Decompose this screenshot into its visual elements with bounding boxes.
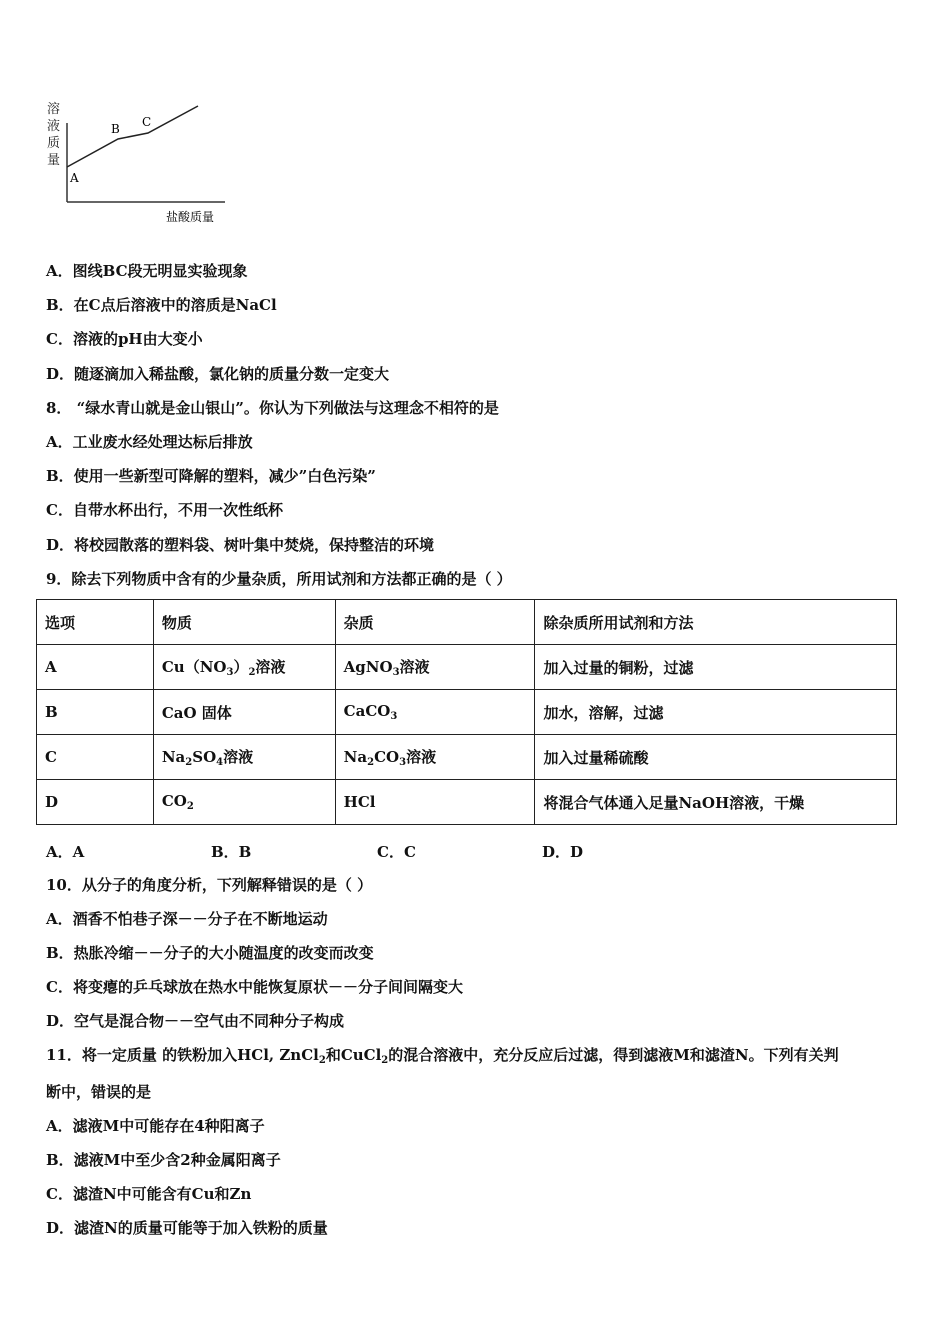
row-impurity: HCl (335, 780, 535, 825)
q7-option-c: C．溶液的pH由大变小 (46, 330, 203, 348)
q9-answer-c: C．C (377, 843, 416, 861)
q9-answer-b: B．B (211, 843, 252, 861)
row-substance: CaO 固体 (153, 690, 335, 735)
svg-text:溶: 溶 (47, 102, 61, 117)
solution-mass-graph (40, 95, 240, 230)
row-method: 加水，溶解，过滤 (535, 690, 897, 735)
q8-option-b: B．使用一些新型可降解的塑料，减少”白色污染” (46, 467, 376, 485)
row-impurity: CaCO$_3$ (335, 690, 535, 735)
q7-option-d: D．随逐滴加入稀盐酸，氯化钠的质量分数一定变大 (46, 365, 390, 383)
table-header-row (37, 600, 897, 645)
q11-option-b: B．滤液M中至少含2种金属阳离子 (46, 1151, 281, 1169)
curve (67, 106, 198, 167)
q8-stem: 8． “绿水青山就是金山银山”。你认为下列做法与这理念不相符的是 (46, 399, 499, 417)
q9-answer-d: D．D (542, 843, 584, 861)
table-row (37, 780, 897, 825)
row-substance: $CO_2$ (153, 780, 335, 825)
row-option: C (37, 735, 154, 780)
row-method: 加入过量稀硫酸 (535, 735, 897, 780)
row-impurity: AgNO$_3$溶液 (335, 645, 535, 690)
row-option: A (37, 645, 154, 690)
q11-option-d: D．滤渣N的质量可能等于加入铁粉的质量 (46, 1219, 328, 1237)
q10-option-a: A．酒香不怕巷子深－－分子在不断地运动 (46, 910, 328, 928)
point-c-label: C (142, 115, 152, 129)
point-a-label: A (70, 171, 79, 185)
q9-stem: 9．除去下列物质中含有的少量杂质，所用试剂和方法都正确的是（ ） (46, 570, 512, 588)
q7-option-a: A．图线BC段无明显实验现象 (46, 262, 248, 280)
q11-option-a: A．滤液M中可能存在4种阳离子 (46, 1117, 265, 1135)
x-axis-label: 盐酸质量 (166, 210, 215, 224)
point-b-label: B (111, 122, 120, 136)
q10-stem: 10．从分子的角度分析，下列解释错误的是（ ） (46, 876, 373, 894)
row-impurity: $Na_2CO_3$溶液 (335, 735, 535, 780)
y-axis-label (47, 101, 60, 168)
table-row (37, 735, 897, 780)
q7-option-b: B．在C点后溶液中的溶质是NaCl (46, 296, 277, 314)
q11-stem-continued: 断中，错误的是 (46, 1083, 152, 1101)
svg-text:液: 液 (47, 119, 61, 134)
q9-table (36, 599, 897, 825)
q8-option-a: A．工业废水经处理达标后排放 (46, 433, 253, 451)
header-method: 除杂质所用试剂和方法 (535, 600, 897, 645)
header-substance: 物质 (153, 600, 335, 645)
q10-option-b: B．热胀冷缩－－分子的大小随温度的改变而改变 (46, 944, 374, 962)
row-method: 加入过量的铜粉，过滤 (535, 645, 897, 690)
q8-option-c: C．自带水杯出行，不用一次性纸杯 (46, 501, 283, 519)
header-option: 选项 (37, 600, 154, 645)
q10-option-d: D．空气是混合物－－空气由不同种分子构成 (46, 1012, 345, 1030)
row-option: D (37, 780, 154, 825)
table-row (37, 645, 897, 690)
q11-option-c: C．滤渣N中可能含有Cu和Zn (46, 1185, 252, 1203)
svg-text:量: 量 (47, 153, 61, 168)
q8-option-d: D．将校园散落的塑料袋、树叶集中焚烧，保持整洁的环境 (46, 536, 435, 554)
row-substance: $Cu(NO_3)_2$溶液 (153, 645, 335, 690)
svg-text:质: 质 (47, 136, 61, 151)
q10-option-c: C．将变瘪的乒乓球放在热水中能恢复原状－－分子间间隔变大 (46, 978, 463, 996)
q9-answer-a: A．A (46, 843, 85, 861)
row-substance: $Na_2SO_4$溶液 (153, 735, 335, 780)
table-row (37, 690, 897, 735)
header-impurity: 杂质 (335, 600, 535, 645)
q11-stem: 11．将一定质量 的铁粉加入HCl, ZnCl$_2$和CuCl$_2$的混合溶液中，充分反应后过滤，得到滤液M和滤渣N。下列有关判 (46, 1046, 839, 1066)
row-option: B (37, 690, 154, 735)
row-method: 将混合气体通入足量NaOH溶液，干燥 (535, 780, 897, 825)
